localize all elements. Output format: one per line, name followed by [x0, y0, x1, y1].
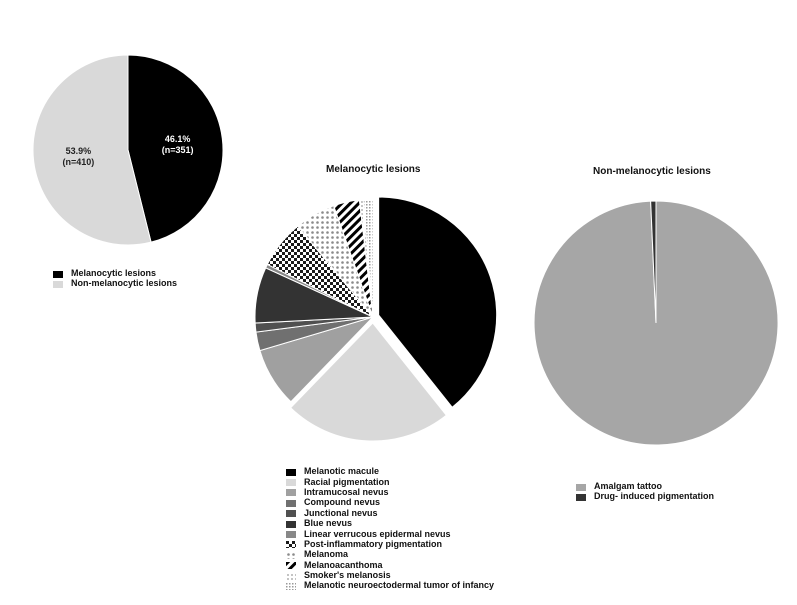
overview-legend-item-1 — [53, 278, 177, 288]
overview-legend-label-1: Non-melanocytic lesions — [71, 278, 178, 288]
pie-melanocytic — [255, 197, 497, 441]
overview-legend-swatch-0 — [53, 270, 63, 277]
melanocytic-legend-label-4: Junctional nevus — [304, 507, 378, 518]
melanocytic-legend-item-3 — [286, 497, 494, 507]
legend-nonmelanocytic — [576, 481, 714, 501]
melanocytic-legend-label-8: Melanoma — [304, 549, 349, 560]
melanocytic-legend-swatch-11 — [286, 582, 296, 589]
melanocytic-legend-swatch-8 — [286, 551, 296, 558]
melanocytic-legend-label-11: Melanotic neuroectodermal tumor of infancy — [304, 580, 495, 591]
overview-data-label-0-1: (n=351) — [161, 144, 194, 155]
overview-legend-label-0: Melanocytic lesions — [71, 268, 157, 278]
melanocytic-legend-swatch-0 — [286, 468, 296, 475]
legend-melanocytic — [286, 466, 494, 591]
melanocytic-legend-swatch-3 — [286, 499, 296, 506]
melanocytic-legend-item-11 — [286, 580, 494, 590]
melanocytic-legend-item-1 — [286, 476, 494, 486]
melanocytic-legend-label-5: Blue nevus — [304, 518, 353, 529]
melanocytic-legend-item-9 — [286, 560, 494, 570]
nonmelanocytic-legend-label-1: Drug- induced pigmentation — [594, 491, 714, 501]
melanocytic-legend-swatch-7 — [286, 540, 296, 547]
overview-data-label-0-0: 46.1% — [164, 133, 191, 144]
melanocytic-legend-label-10: Smoker's melanosis — [304, 570, 391, 581]
nonmelanocytic-legend-item-1 — [576, 491, 714, 501]
melanocytic-legend-swatch-10 — [286, 572, 296, 579]
pie-overview — [33, 55, 223, 245]
melanocytic-legend-item-4 — [286, 508, 494, 518]
melanocytic-legend-label-2: Intramucosal nevus — [304, 486, 389, 497]
melanocytic-legend-swatch-6 — [286, 530, 296, 537]
overview-data-label-1-1: (n=410) — [62, 157, 95, 168]
melanocytic-legend-label-9: Melanoacanthoma — [304, 559, 383, 570]
melanocytic-legend-swatch-5 — [286, 520, 296, 527]
melanocytic-legend-item-5 — [286, 518, 494, 528]
nonmelanocytic-chart-title: Non-melanocytic lesions — [593, 166, 711, 177]
nonmelanocytic-legend-label-0: Amalgam tattoo — [594, 481, 663, 491]
legend-overview — [53, 268, 177, 288]
overview-legend-swatch-1 — [53, 280, 63, 287]
nonmelanocytic-legend-swatch-1 — [576, 493, 586, 500]
melanocytic-legend-label-7: Post-inflammatory pigmentation — [304, 538, 443, 549]
overview-data-label-1-0: 53.9% — [65, 146, 92, 157]
overview-legend-item-0 — [53, 268, 177, 278]
melanocytic-legend-swatch-4 — [286, 509, 296, 516]
melanocytic-legend-item-7 — [286, 539, 494, 549]
melanocytic-legend-item-6 — [286, 528, 494, 538]
melanocytic-legend-label-1: Racial pigmentation — [304, 476, 390, 487]
melanocytic-legend-label-6: Linear verrucous epidermal nevus — [304, 528, 451, 539]
melanocytic-legend-item-2 — [286, 487, 494, 497]
melanocytic-legend-item-0 — [286, 466, 494, 476]
melanocytic-legend-item-10 — [286, 570, 494, 580]
melanocytic-legend-swatch-1 — [286, 478, 296, 485]
nonmelanocytic-legend-swatch-0 — [576, 483, 586, 490]
melanocytic-chart-title: Melanocytic lesions — [326, 164, 421, 175]
melanocytic-legend-label-0: Melanotic macule — [304, 466, 380, 477]
melanocytic-legend-swatch-9 — [286, 561, 296, 568]
melanocytic-legend-swatch-2 — [286, 488, 296, 495]
pie-nonmelanocytic — [534, 201, 778, 445]
nonmelanocytic-legend-item-0 — [576, 481, 714, 491]
melanocytic-legend-item-8 — [286, 549, 494, 559]
melanocytic-legend-label-3: Compound nevus — [304, 497, 380, 508]
